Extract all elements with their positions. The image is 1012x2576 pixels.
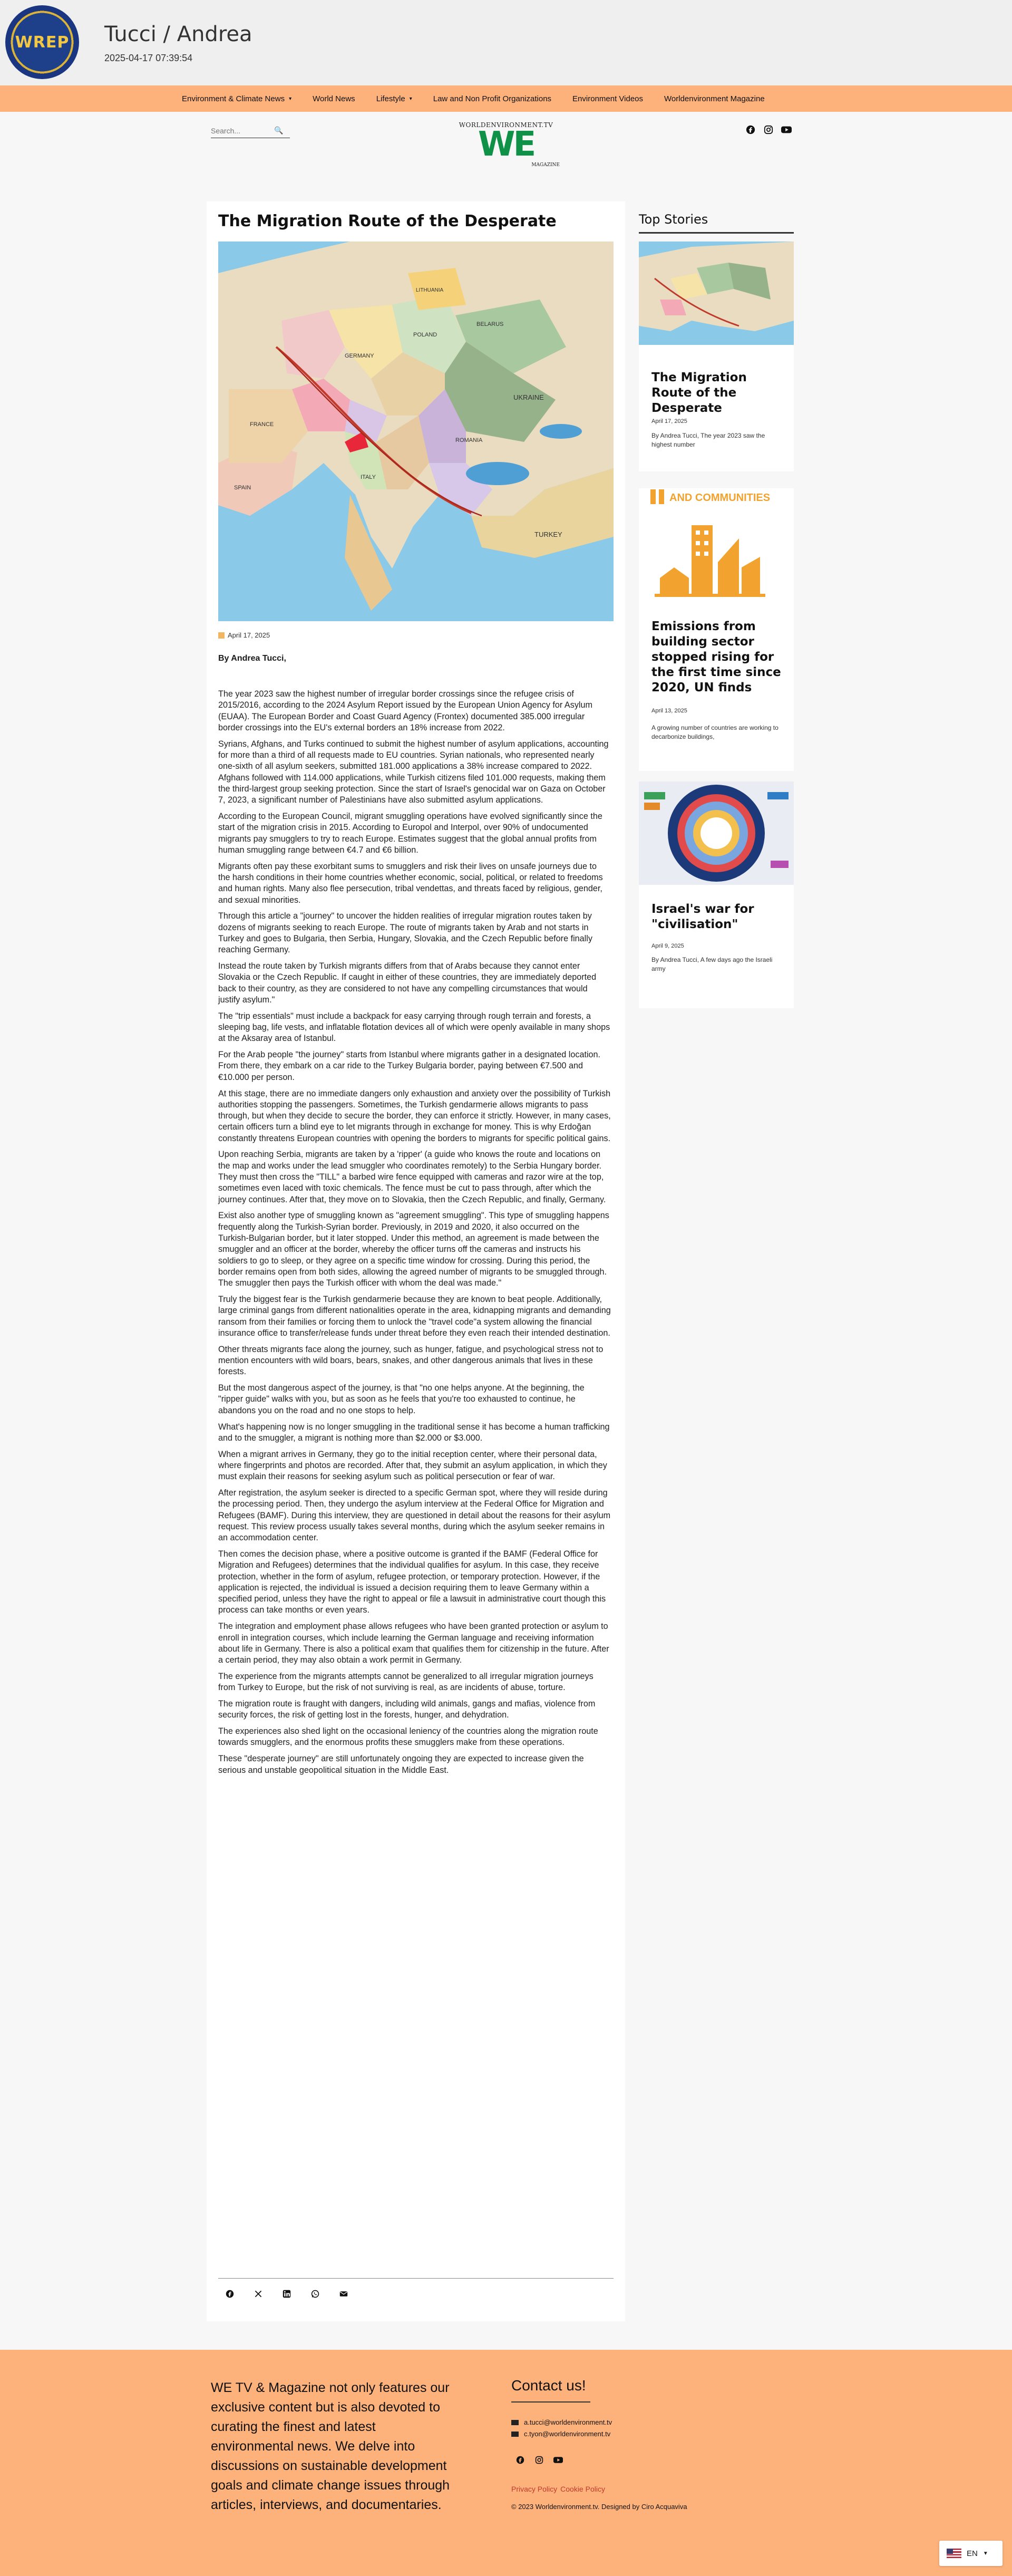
share-x-icon[interactable] (253, 2289, 264, 2299)
logo-main-text: WE (478, 125, 534, 164)
map-label-germany: GERMANY (345, 353, 374, 359)
map-label-italy: ITALY (361, 474, 376, 480)
story-card-emissions[interactable] (639, 488, 794, 771)
us-flag-icon (947, 2549, 961, 2558)
article-title: The Migration Route of the Desperate (218, 212, 557, 230)
article-paragraph: Instead the route taken by Turkish migrants differs from that of Arabs because they cannot enter Slovakia or the Czech Republic. If caught in either of these countries, they are immediately deported back to their country, as they are considered to not have any compelling circumstances that would justify asylum." (218, 961, 597, 1005)
copyright: © 2023 Worldenvironment.tv. Designed by Ciro Acquaviva (511, 2503, 687, 2511)
contact-email-text[interactable]: c.tyon@worldenvironment.tv (524, 2430, 611, 2438)
map-label-turkey: TURKEY (534, 530, 562, 538)
article-paragraph: When a migrant arrives in Germany, they go to the initial reception center, where their personal data, where fingerprints and photos are recorded. After that, they submit an asylum application, in which they must explain their reasons for seeking asylum such as political persecution or fear of war. (218, 1449, 607, 1482)
article-paragraph: Other threats migrants face along the journey, such as hunger, fatigue, and psychological stress not to mention encounters with wild boars, bears, snakes, and other dangerous animals that lives in these forests. (218, 1344, 604, 1377)
article-date-text: April 17, 2025 (228, 631, 270, 639)
youtube-icon[interactable] (781, 124, 792, 135)
story-thumb-buildings (639, 488, 794, 611)
share-bar (225, 2289, 349, 2299)
map-label-romania: ROMANIA (455, 437, 483, 443)
story-thumb-infographic (639, 782, 794, 885)
nav-item-label: Environment & Climate News (182, 94, 285, 103)
site-header (0, 112, 1012, 172)
article-paragraph: Migrants often pay these exorbitant sums to smugglers and risk their lives on unsafe journeys due to the harsh conditions in their home countries whether economic, social, political, or related to freedoms and human rights. Many also flee persecution, tribal vendettas, and threats faced by religious, gender, and sexual minorities. (218, 861, 603, 905)
article-paragraph: At this stage, there are no immediate dangers only exhaustion and anxiety over the possibility of Turkish authorities stopping the passengers. Sometimes, the Turkish gendarmerie allows migrants to pass through, but when they decide to secure the border, they can enforce it strictly. However, in many cases, certain officers turn a blind eye to let migrants through in exchange for money. This is why Erdoğan constantly threatens European countries with opening the borders to migrants for specific political gains. (218, 1088, 611, 1143)
share-email-icon[interactable] (338, 2289, 349, 2299)
nav-item-label: World News (313, 94, 355, 103)
article-paragraph: The "trip essentials" must include a backpack for easy carrying through rough terrain and forests, a sleeping bag, life vests, and inflatable flotation devices all of which were openly available in many shops at the Aksaray area of Istanbul. (218, 1011, 610, 1044)
story-desc: A growing number of countries are working to decarbonize buildings, (651, 724, 779, 740)
article-paragraph: The year 2023 saw the highest number of irregular border crossings since the refugee crisis of 2015/2016, according to the 2024 Asylum Report issued by the European Union Agency for Asylum (EUAA). The European Border and Coast Guard Agency (Frontex) documented 385.000 irregular border crossings into the EU's external borders an 18% increase from 2022. (218, 689, 592, 732)
article-card (207, 201, 625, 2321)
logo-top-text: WORLDENVIRONMENT.TV (459, 121, 553, 129)
header-socials (745, 124, 792, 135)
article-byline: By Andrea Tucci, (218, 654, 286, 663)
email-icon (511, 2432, 519, 2437)
story-date: April 9, 2025 (651, 943, 684, 949)
language-switcher[interactable] (939, 2541, 1003, 2566)
wrep-logo-text: WREP (15, 33, 70, 52)
privacy-policy-link[interactable]: Privacy Policy (511, 2485, 558, 2493)
main-nav (0, 85, 1012, 112)
contact-title-rule (511, 2401, 590, 2403)
contact-title: Contact us! (511, 2377, 586, 2394)
article-paragraph: The integration and employment phase allows refugees who have been granted protection or asylum to enroll in integration courses, which include learning the German language and receiving information about life in Germany. There is also a political exam that qualifies them for citizenship in the future. After a certain period, they may also obtain a work permit in Germany. (218, 1622, 609, 1665)
language-label: EN (967, 2549, 978, 2558)
article-paragraph: After registration, the asylum seeker is directed to a specific German spot, where they will reside during the processing period. Then, they undergo the asylum interview at the Federal Office for Migration and Refugees (BAMF). During this interview, they are questioned in detail about the reasons for their asylum request. This review process usually takes several months, during which the asylum seeker remains in an accommodation center. (218, 1488, 611, 1543)
nav-item-label: Worldenvironment Magazine (664, 94, 765, 103)
nav-item-label: Lifestyle (376, 94, 405, 103)
nav-list (182, 85, 786, 112)
user-timestamp: 2025-04-17 07:39:54 (104, 53, 193, 63)
chevron-down-icon: ▾ (409, 95, 412, 102)
nav-item[interactable] (313, 94, 355, 103)
nav-item[interactable] (572, 94, 643, 103)
cookie-policy-link[interactable]: Cookie Policy (560, 2485, 605, 2493)
facebook-icon[interactable] (515, 2455, 525, 2465)
story-title[interactable]: Israel's war for "civilisation" (651, 902, 754, 931)
email-icon (511, 2420, 519, 2425)
search-input[interactable] (211, 127, 274, 135)
article-paragraph: Exist also another type of smuggling known as "agreement smuggling". This type of smuggling happens frequently along the Turkish-Syrian border. Previously, in 2019 and 2020, it also occurred on the Turkish-Bulgarian border, but it later stopped. Under this method, an agreement is made between the smuggler and an officer at the border, whereby the officer turns off the cameras and instructs his soldiers to go to sleep, or they agree on a specific time window for crossing. During this period, the border remains open from both sides, allowing the agreed number of migrants to be smuggled through. The smuggler then pays the Turkish officer with whom the deal was made." (218, 1211, 609, 1288)
article-paragraph: Then comes the decision phase, where a positive outcome is granted if the BAMF (Federal Office for Migration and Refugees) determines that the individual qualifies for asylum. In this case, they receive protection, whether in the form of asylum, refugee protection, or temporary protection. However, if the application is rejected, the individual is issued a decision requiring them to leave Germany within a specified period, unless they have the right to appeal or file a lawsuit in administrative court though this process can take months or even years. (218, 1549, 606, 1615)
story-title[interactable]: Emissions from building sector stopped rising for the first time since 2020, UN finds (651, 620, 781, 694)
instagram-icon[interactable] (763, 124, 774, 135)
thumb-caption: AND COMMUNITIES (669, 492, 771, 504)
contact-email-text[interactable]: a.tucci@worldenvironment.tv (524, 2418, 612, 2426)
migration-route-map (218, 242, 614, 621)
map-label-ukraine: UKRAINE (513, 393, 544, 401)
logo-bottom-text: MAGAZINE (531, 162, 560, 168)
story-thumb-map (639, 242, 794, 345)
search-box (211, 123, 290, 138)
share-facebook-icon[interactable] (225, 2289, 235, 2299)
contact-email-1[interactable] (511, 2418, 612, 2426)
story-date: April 17, 2025 (651, 418, 687, 424)
story-card-migration[interactable] (639, 242, 794, 471)
story-card-israel[interactable] (639, 782, 794, 1008)
article-paragraph: The experience from the migrants attempts cannot be generalized to all irregular migration journeys from Turkey to Europe, but the risk of not surviving is real, as are incidents of abuse, torture. (218, 1671, 593, 1693)
article-paragraph: These "desperate journey" are still unfortunately ongoing they are expected to increase given the serious and unstable geopolitical situation in the Middle East. (218, 1754, 584, 1775)
share-linkedin-icon[interactable] (281, 2289, 292, 2299)
story-date: April 13, 2025 (651, 708, 687, 714)
user-bar (0, 0, 1012, 85)
youtube-icon[interactable] (553, 2455, 563, 2465)
chevron-down-icon: ▾ (289, 95, 292, 102)
article-paragraph: But the most dangerous aspect of the journey, is that "no one helps anyone. At the beginning, the "ripper guide" walks with you, but as soon as he feels that you're too exhausted to continue, he abandons you on the road and no one stops to help. (218, 1383, 585, 1415)
sidebar-title: Top Stories (639, 212, 708, 227)
article-paragraph: The migration route is fraught with dangers, including wild animals, gangs and mafias, violence from security forces, the risk of getting lost in the forests, hunger, and dehydration. (218, 1699, 596, 1720)
nav-item[interactable] (664, 94, 765, 103)
story-desc: By Andrea Tucci, A few days ago the Israeli army (651, 956, 773, 972)
sidebar-title-rule (639, 232, 794, 234)
article-paragraph: Syrians, Afghans, and Turks continued to submit the highest number of asylum applications, accounting for more than a third of all requests made to EU countries. Syrian nationals, who represented nearly one-sixth of all asylum seekers, submitted 181.000 applications a 38% increase compared to 2022. Afghans followed with 114.000 applications, while Turkish citizens filed 101.000 requests, making them the third-largest group seeking protection. Since the start of Israel's genocidal war on Gaza on October 7, 2023, a significant number of Palestinians have also submitted asylum applications. (218, 739, 609, 805)
user-name: Tucci / Andrea (104, 22, 252, 46)
article-paragraph: According to the European Council, migrant smuggling operations have evolved significantly since the start of the migration crisis in 2015. According to Europol and Interpol, over 90% of undocumented migrants pay smugglers to try to reach Europe. Estimates suggest that the global annual profits from human smuggling range between €4.7 and €6 billion. (218, 811, 602, 855)
chevron-down-icon: ▼ (982, 2550, 988, 2556)
contact-email-2[interactable] (511, 2430, 610, 2438)
footer-about: WE TV & Magazine not only features our exclusive content but is also devoted to curating the finest and latest environmental news. We delve into discussions on sustainable development goals and climate change issues through articles, interviews, and documentaries. (211, 2380, 450, 2512)
footer-socials (515, 2455, 563, 2465)
search-icon[interactable]: 🔍 (274, 126, 284, 134)
nav-item-label: Environment Videos (572, 94, 644, 103)
article-paragraph: The experiences also shed light on the occasional leniency of the countries along the migration route towards smugglers, and the enormous profits these smugglers make from these operations. (218, 1726, 598, 1748)
site-logo[interactable] (449, 121, 563, 169)
map-label-spain: SPAIN (234, 485, 251, 491)
story-title[interactable]: The Migration Route of the Desperate (651, 371, 747, 415)
nav-item[interactable] (376, 94, 412, 103)
nav-item[interactable] (433, 94, 551, 103)
map-label-poland: POLAND (413, 332, 437, 338)
article-paragraph: For the Arab people "the journey" starts from Istanbul where migrants gather in a designated location. From there, they embark on a car ride to the Turkey Bulgaria border, paying between €7.500 and €10.000 per person. (218, 1050, 601, 1082)
nav-item[interactable] (182, 94, 291, 103)
share-whatsapp-icon[interactable] (310, 2289, 320, 2299)
story-desc: By Andrea Tucci, The year 2023 saw the highest number (651, 432, 765, 448)
map-label-france: FRANCE (250, 421, 274, 428)
nav-item-label: Law and Non Profit Organizations (433, 94, 552, 103)
wrep-logo (5, 5, 79, 79)
map-label-lithuania: LITHUANIA (416, 287, 444, 293)
calendar-icon (218, 632, 225, 639)
article-paragraph: Upon reaching Serbia, migrants are taken by a 'ripper' (a guide who knows the route and locations on the map and works under the lead smuggler who coordinates remotely) to the Serbia Hungary border. They must then cross the "TILL" a barbed wire fence equipped with cameras and razor wire at the top, sometimes even laced with toxic chemicals. The fence must be cut to pass through, after which the journey continues. After that, they move on to Slovakia, then the Czech Republic, and finally, Germany. (218, 1150, 606, 1204)
facebook-icon[interactable] (745, 124, 756, 135)
article-body (218, 689, 611, 1781)
article-date (218, 631, 270, 639)
article-paragraph: What's happening now is no longer smuggling in the traditional sense it has become a human trafficking and to the smuggler, a migrant is nothing more than $2.000 or $3.000. (218, 1422, 610, 1443)
instagram-icon[interactable] (534, 2455, 544, 2465)
article-paragraph: Truly the biggest fear is the Turkish gendarmerie because they are known to beat people. Additionally, large criminal gangs from different nationalities operate in the area, kidnapping migrants and demanding ransom from their families or forcing them to unlock the "travel code"a system allowing the financial insurance office to transfer/release funds under threat before they even reach their intended destination. (218, 1295, 611, 1338)
article-paragraph: Through this article a "journey" to uncover the hidden realities of irregular migration routes taken by dozens of migrants seeking to reach Europe. The route of migrants taken by Arab and not starts in Turkey and goes to Bulgaria, then Serbia, Hungary, Slovakia, and the Czech Republic before finally reaching Germany. (218, 911, 592, 955)
policy-links (511, 2485, 605, 2493)
map-label-belarus: BELARUS (476, 321, 504, 327)
site-footer (0, 2350, 1012, 2576)
share-divider (218, 2278, 614, 2279)
